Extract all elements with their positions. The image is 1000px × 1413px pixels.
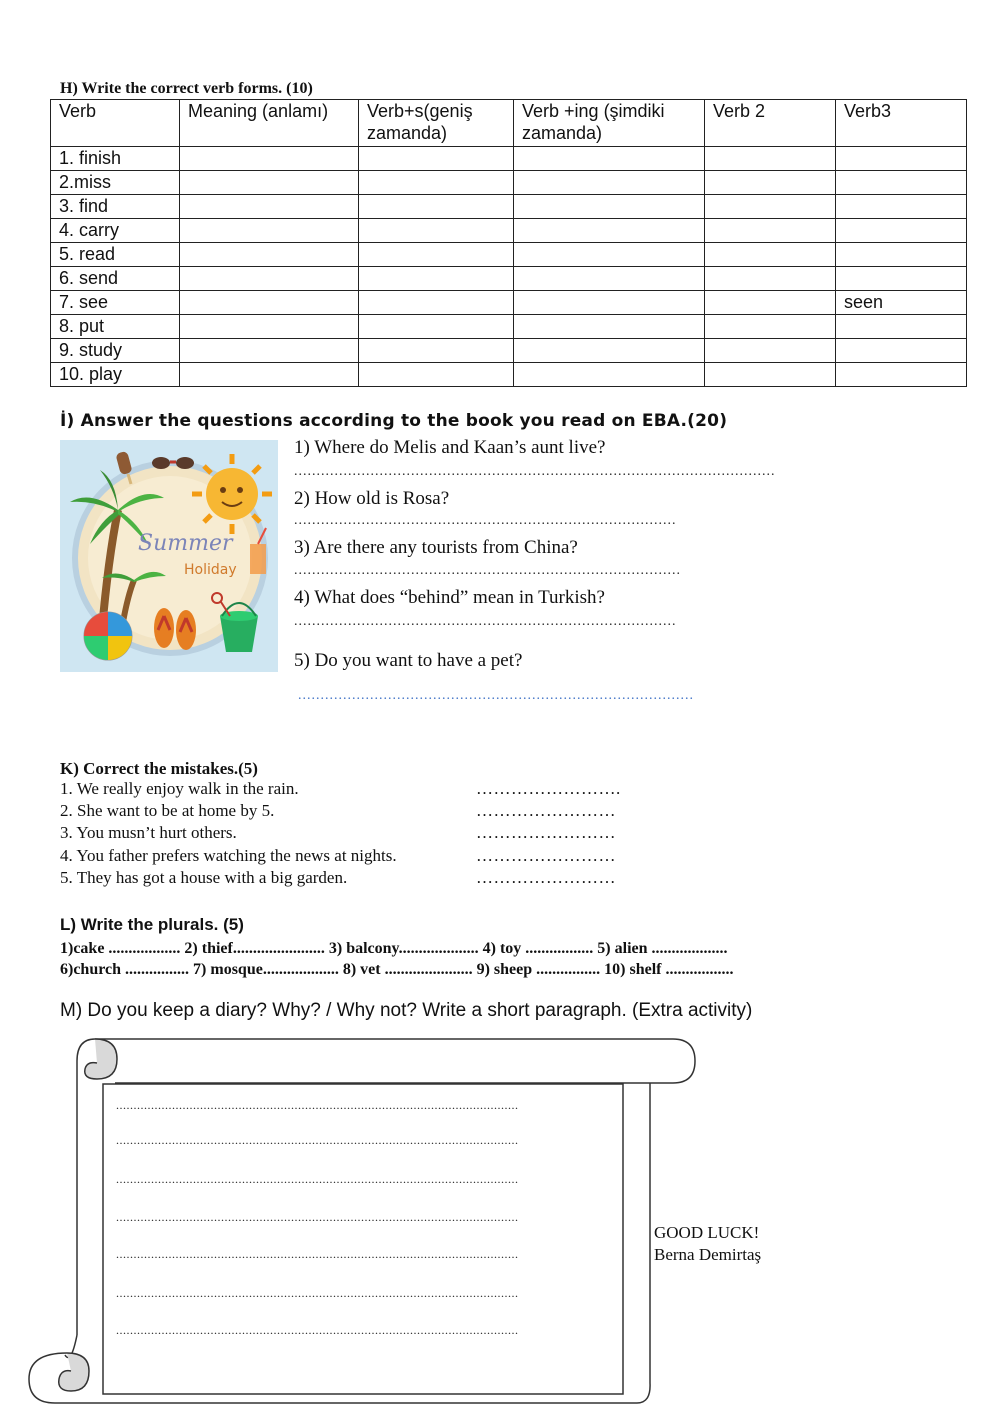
answer-cell[interactable] [180, 171, 359, 195]
writing-line-2[interactable]: ................................................................................................................... [116, 1133, 519, 1147]
answer-cell[interactable] [359, 339, 514, 363]
answer-line-5[interactable]: ........................................................................................ [298, 688, 694, 703]
answer-cell[interactable] [836, 267, 967, 291]
answer-cell[interactable] [705, 171, 836, 195]
answer-cell[interactable] [359, 363, 514, 387]
answer-cell[interactable] [514, 219, 705, 243]
column-header: Verb [51, 100, 180, 147]
mistake-sentence-3: 3. You musn’t hurt others. [60, 823, 237, 842]
table-row [51, 243, 967, 267]
writing-line-5[interactable]: ................................................................................................................... [116, 1247, 519, 1261]
verb-cell: 1. finish [51, 147, 180, 171]
mistake-sentence-1: 1. We really enjoy walk in the rain. [60, 779, 299, 798]
column-header: Verb 2 [705, 100, 836, 147]
answer-cell[interactable] [359, 243, 514, 267]
mistake-answer-2[interactable]: …………………… [476, 801, 616, 820]
answer-cell[interactable] [180, 363, 359, 387]
answer-cell[interactable] [514, 315, 705, 339]
image-summer-text: Summer [138, 531, 233, 556]
question-4: 4) What does “behind” mean in Turkish? [294, 587, 605, 608]
answer-cell[interactable] [514, 147, 705, 171]
answer-cell[interactable] [180, 291, 359, 315]
answer-cell[interactable] [705, 219, 836, 243]
verb-cell: 5. read [51, 243, 180, 267]
summer-holiday-image [60, 440, 278, 672]
answer-cell[interactable]: seen [836, 291, 967, 315]
answer-line-4[interactable]: ..................................................................................... [294, 614, 677, 629]
section-h-title: H) Write the correct verb forms. (10) [60, 80, 313, 97]
answer-cell[interactable] [180, 147, 359, 171]
answer-cell[interactable] [836, 171, 967, 195]
answer-cell[interactable] [514, 363, 705, 387]
table-row [51, 315, 967, 339]
table-row [51, 339, 967, 363]
mistake-sentence-5: 5. They has got a house with a big garden. [60, 868, 348, 887]
table-row [51, 363, 967, 387]
table-row [51, 267, 967, 291]
table-row [51, 147, 967, 171]
answer-cell[interactable] [359, 171, 514, 195]
answer-cell[interactable] [705, 147, 836, 171]
answer-cell[interactable] [514, 267, 705, 291]
answer-cell[interactable] [514, 195, 705, 219]
answer-cell[interactable] [359, 195, 514, 219]
answer-cell[interactable] [836, 147, 967, 171]
answer-cell[interactable] [180, 195, 359, 219]
answer-line-1[interactable]: ........................................................................................................... [294, 464, 776, 479]
answer-cell[interactable] [180, 339, 359, 363]
answer-cell[interactable] [359, 315, 514, 339]
question-5: 5) Do you want to have a pet? [294, 650, 523, 671]
verb-forms-table [50, 99, 967, 387]
answer-cell[interactable] [705, 315, 836, 339]
mistake-sentence-4: 4. You father prefers watching the news at nights. [60, 846, 397, 865]
mistake-answer-1[interactable]: ……………………. [476, 779, 621, 798]
answer-cell[interactable] [514, 291, 705, 315]
section-k-title: K) Correct the mistakes.(5) [60, 759, 258, 778]
section-m-title: M) Do you keep a diary? Why? / Why not? Write a short paragraph. (Extra activity) [60, 1000, 753, 1021]
verb-cell: 7. see [51, 291, 180, 315]
answer-cell[interactable] [836, 339, 967, 363]
table-row [51, 171, 967, 195]
answer-cell[interactable] [705, 195, 836, 219]
answer-cell[interactable] [514, 243, 705, 267]
column-header: Verb +ing (şimdiki zamanda) [514, 100, 705, 147]
writing-line-6[interactable]: ................................................................................................................... [116, 1286, 519, 1300]
question-1: 1) Where do Melis and Kaan’s aunt live? [294, 437, 606, 458]
answer-cell[interactable] [705, 291, 836, 315]
answer-cell[interactable] [180, 243, 359, 267]
table-row [51, 219, 967, 243]
mistake-answer-4[interactable]: …………………… [476, 846, 616, 865]
answer-cell[interactable] [836, 315, 967, 339]
writing-line-3[interactable]: ................................................................................................................... [116, 1172, 519, 1186]
writing-line-7[interactable]: ................................................................................................................... [116, 1323, 519, 1337]
answer-cell[interactable] [836, 219, 967, 243]
column-header: Meaning (anlamı) [180, 100, 359, 147]
question-2: 2) How old is Rosa? [294, 488, 450, 509]
answer-cell[interactable] [705, 267, 836, 291]
answer-cell[interactable] [359, 267, 514, 291]
mistake-answer-5[interactable]: …………………… [476, 868, 616, 887]
answer-cell[interactable] [705, 339, 836, 363]
section-i-title: İ) Answer the questions according to the book you read on EBA.(20) [60, 411, 728, 431]
beach-ball-icon [84, 612, 132, 660]
answer-cell[interactable] [359, 147, 514, 171]
verb-cell: 4. carry [51, 219, 180, 243]
answer-cell[interactable] [705, 243, 836, 267]
closing-note [654, 1222, 761, 1266]
answer-cell[interactable] [180, 219, 359, 243]
table-row [51, 291, 967, 315]
table-header-row [51, 100, 967, 147]
answer-cell[interactable] [836, 363, 967, 387]
verb-cell: 6. send [51, 267, 180, 291]
answer-cell[interactable] [836, 195, 967, 219]
answer-cell[interactable] [359, 291, 514, 315]
answer-cell[interactable] [359, 219, 514, 243]
answer-cell[interactable] [514, 339, 705, 363]
answer-cell[interactable] [836, 243, 967, 267]
table-row [51, 195, 967, 219]
verb-cell: 10. play [51, 363, 180, 387]
verb-cell: 9. study [51, 339, 180, 363]
answer-cell[interactable] [514, 171, 705, 195]
mistake-sentence-2: 2. She want to be at home by 5. [60, 801, 275, 820]
plurals-row-2[interactable]: 6)church ................ 7) mosque................... 8) vet ...................... 9) sheep ................ 10) shelf ................. [60, 961, 734, 978]
answer-cell[interactable] [705, 363, 836, 387]
verb-cell: 3. find [51, 195, 180, 219]
answer-cell[interactable] [180, 267, 359, 291]
author-name: Berna Demirtaş [654, 1245, 762, 1264]
plurals-row-1[interactable]: 1)cake .................. 2) thief....................... 3) balcony.................... 4) toy ................. 5) alien ................... [60, 940, 728, 957]
answer-line-2[interactable]: ..................................................................................... [294, 513, 677, 528]
column-header: Verb3 [836, 100, 967, 147]
verb-cell: 8. put [51, 315, 180, 339]
column-header: Verb+s(geniş zamanda) [359, 100, 514, 147]
writing-line-4[interactable]: ................................................................................................................... [116, 1210, 519, 1224]
answer-line-3[interactable]: ...................................................................................... [294, 563, 681, 578]
verb-cell: 2.miss [51, 171, 180, 195]
writing-line-1[interactable]: ................................................................................................................... [116, 1098, 519, 1112]
section-l-title: L) Write the plurals. (5) [60, 915, 244, 934]
question-3: 3) Are there any tourists from China? [294, 537, 578, 558]
mistake-answer-3[interactable]: …………………… [476, 823, 616, 842]
answer-cell[interactable] [180, 315, 359, 339]
good-luck-text: GOOD LUCK! [654, 1223, 760, 1242]
image-holiday-text: Holiday [184, 562, 237, 578]
